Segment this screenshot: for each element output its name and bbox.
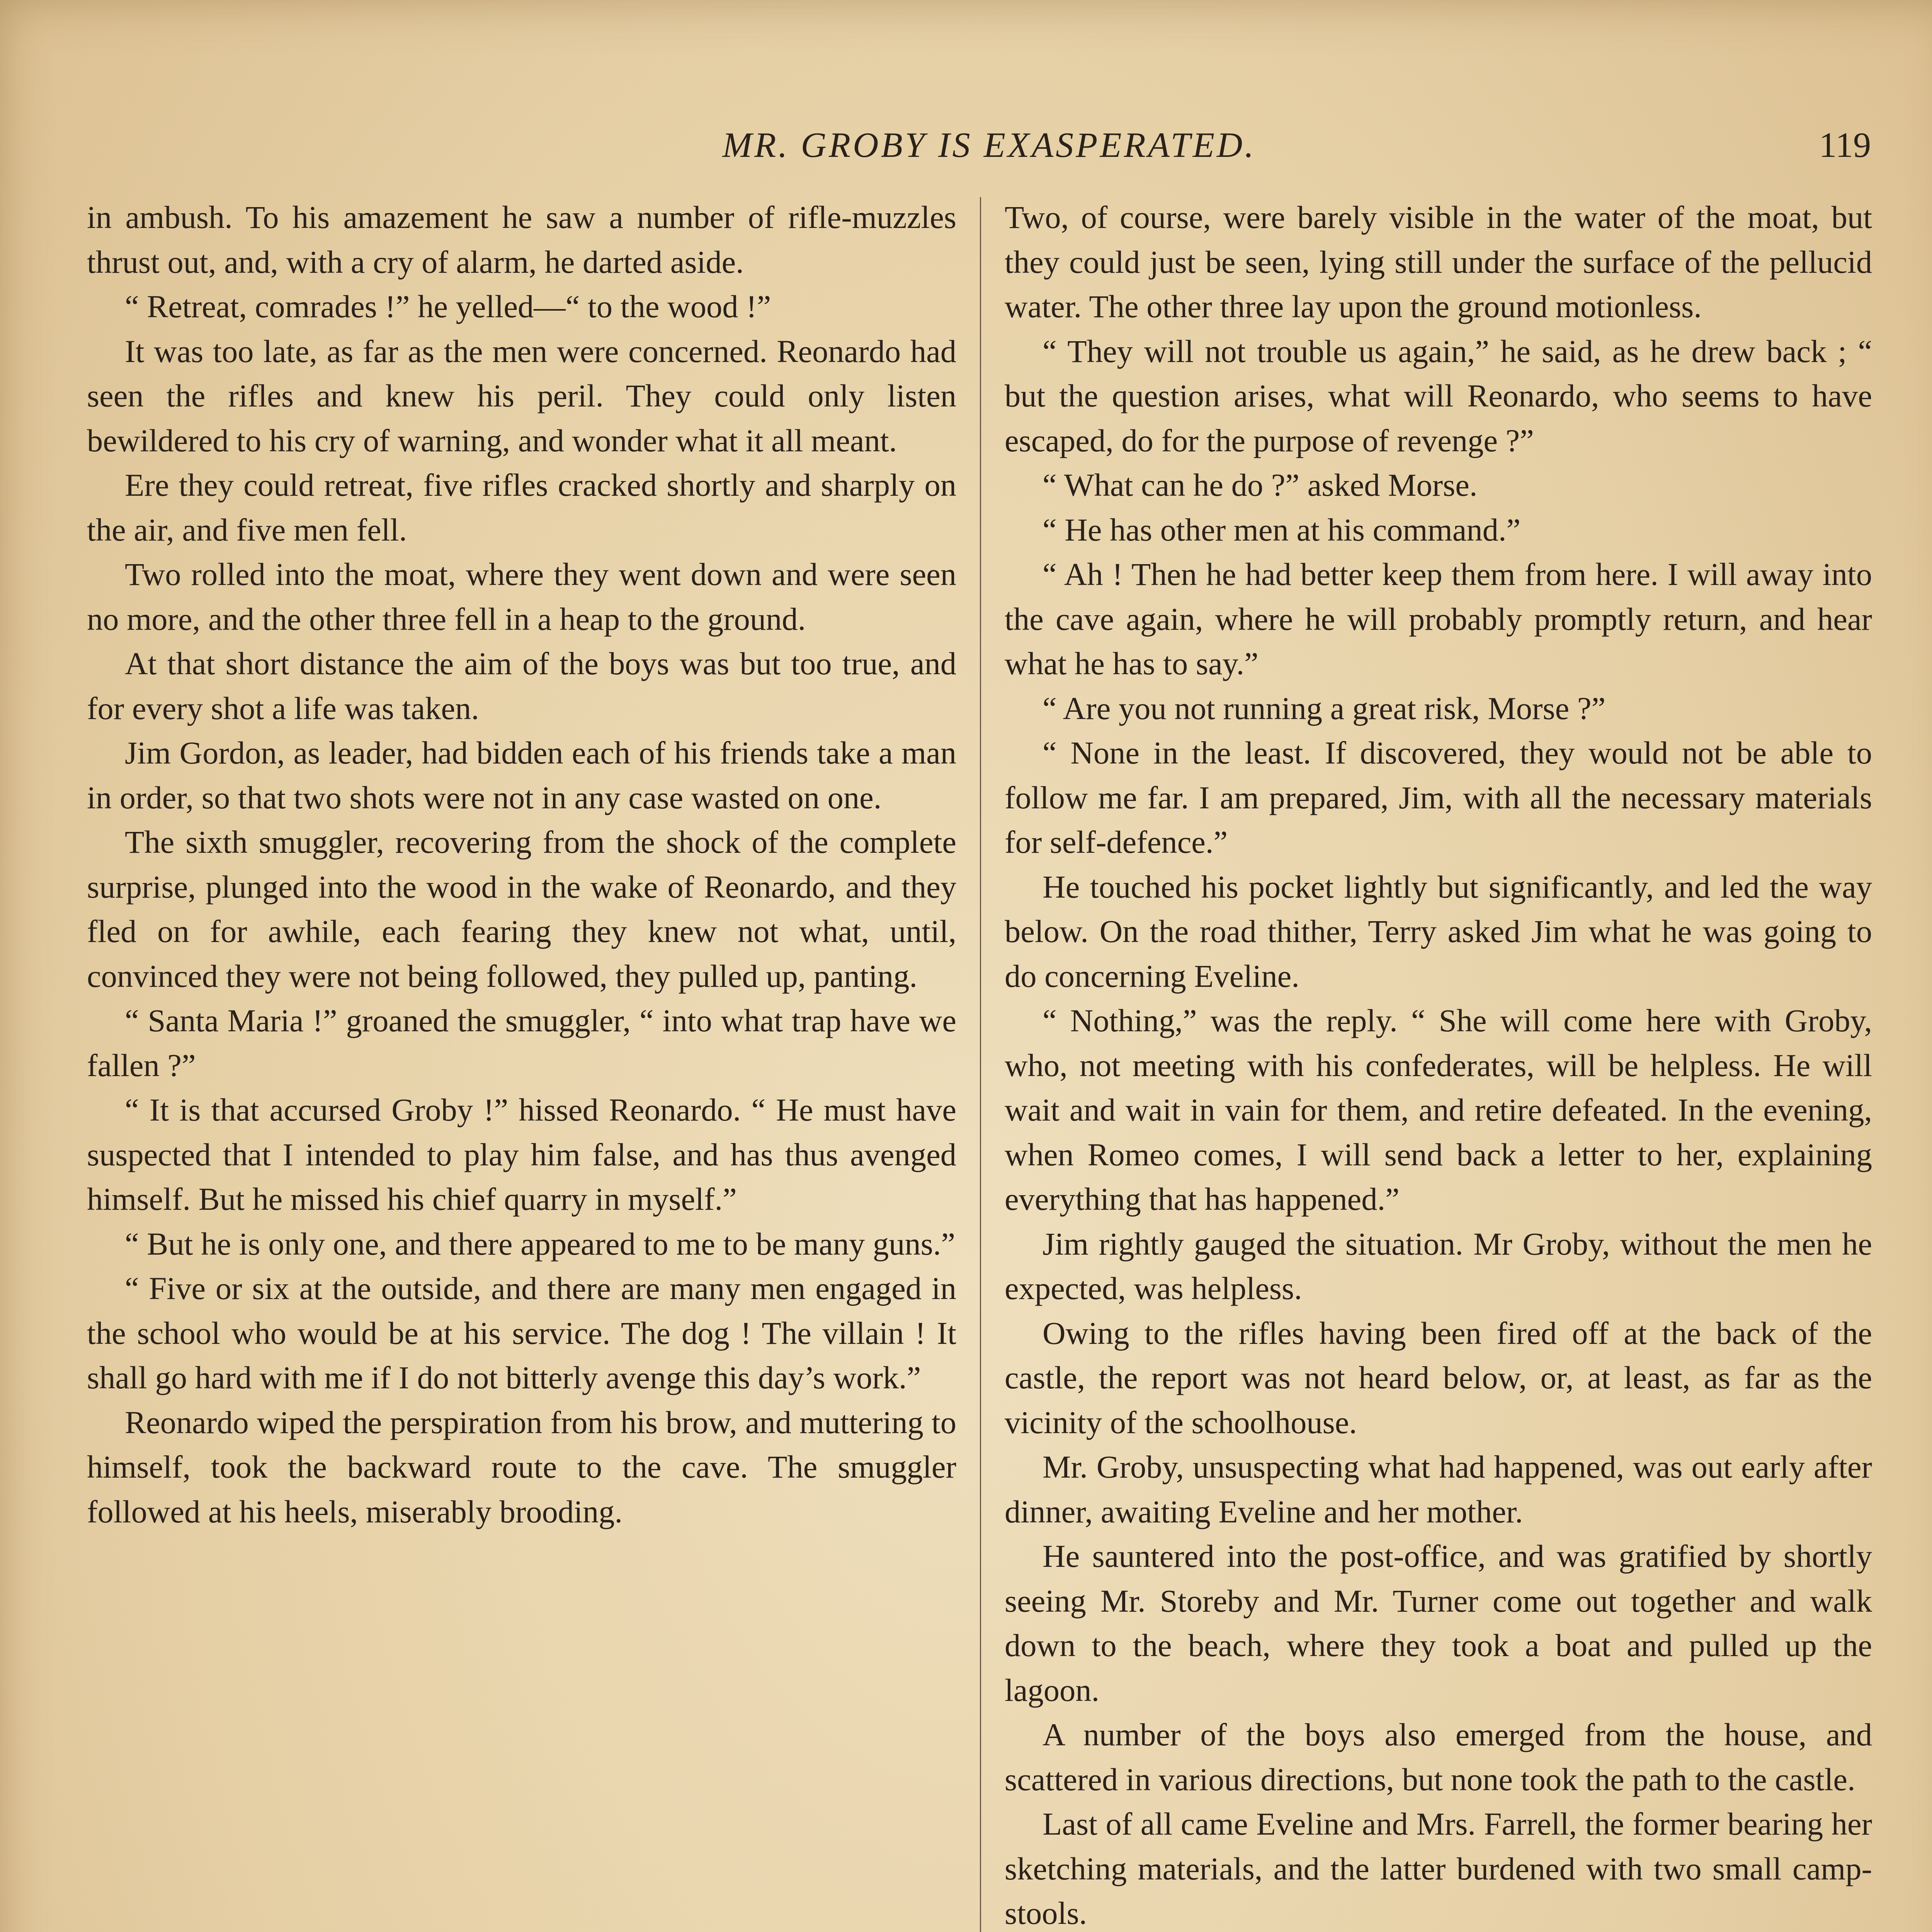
paragraph: Jim Gordon, as leader, had bidden each of his friends take a man in order, so that two shots were not in any case wasted on one. (87, 735, 956, 815)
paragraph: “ None in the least. If discovered, they would not be able to follow me far. I am prepared, Jim, with all the necessary materials for self-defence.” (1005, 735, 1872, 860)
paragraph: “ He has other men at his command.” (1043, 512, 1521, 548)
paragraph: Two, of course, were barely visible in the water of the moat, but they could just be seen, lying still under the surface of the pellucid water. The other three lay upon the ground motionless. (1005, 199, 1872, 324)
paragraph: “ Santa Maria !” groaned the smuggler, “ into what trap have we fallen ?” (87, 1003, 956, 1083)
paragraph: “ They will not trouble us again,” he said, as he drew back ; “ but the question arises, what will Reonardo, who seems to have escaped, do for the purpose of revenge ?” (1005, 333, 1872, 458)
paragraph: Owing to the rifles having been fired off at the back of the castle, the report was not heard below, or, at least, as far as the vicinity of the schoolhouse. (1005, 1315, 1872, 1440)
paragraph: “ It is that accursed Groby !” hissed Reonardo. “ He must have suspected that I intended to play him false, and has thus avenged himself. But he missed his chief quarry in myself.” (87, 1092, 956, 1217)
right-column (1005, 195, 1872, 1932)
column-divider (980, 197, 981, 1932)
paragraph: The sixth smuggler, recovering from the shock of the complete surprise, plunged into the wood in the wake of Reonardo, and they fled on for awhile, each fearing they knew not what, until, convinced they were not being followed, they pulled up, panting. (87, 824, 956, 994)
paragraph: “ Nothing,” was the reply. “ She will come here with Groby, who, not meeting with his confederates, will be helpless. He will wait and wait in vain for them, and retire defeated. In the evening, when Romeo comes, I will send back a letter to her, explaining everything that has happened.” (1005, 1003, 1872, 1217)
paragraph: Reonardo wiped the perspiration from his brow, and muttering to himself, took the backward route to the cave. The smuggler followed at his heels, miserably brooding. (87, 1404, 956, 1529)
paragraph: He touched his pocket lightly but significantly, and led the way below. On the road thither, Terry asked Jim what he was going to do concerning Eveline. (1005, 869, 1872, 994)
paragraph: Last of all came Eveline and Mrs. Farrell, the former bearing her sketching materials, and the latter burdened with two small camp-stools. (1005, 1806, 1872, 1931)
paragraph: “ Retreat, comrades !” he yelled—“ to the wood !” (125, 289, 771, 324)
paragraph: Jim rightly gauged the situation. Mr Groby, without the men he expected, was helpless. (1005, 1226, 1872, 1306)
paragraph: “ Are you not running a great risk, Morse ?” (1043, 690, 1606, 726)
paragraph: “ Ah ! Then he had better keep them from here. I will away into the cave again, where he will probably promptly return, and hear what he has to say.” (1005, 556, 1872, 681)
paragraph: Two rolled into the moat, where they went down and were seen no more, and the other three fell in a heap to the ground. (87, 556, 956, 637)
paragraph: It was too late, as far as the men were concerned. Reonardo had seen the rifles and knew his peril. They could only listen bewildered to his cry of warning, and wonder what it all meant. (87, 333, 956, 458)
running-title: MR. GROBY IS EXASPERATED. (722, 125, 1256, 165)
left-column (87, 195, 956, 1534)
page-number: 119 (1819, 125, 1871, 165)
paragraph: He sauntered into the post-office, and was gratified by shortly seeing Mr. Storeby and Mr. Turner come out together and walk down to the beach, where they took a boat and pulled up the lagoon. (1005, 1538, 1872, 1708)
paragraph: Ere they could retreat, five rifles cracked shortly and sharply on the air, and five men fell. (87, 467, 956, 548)
paragraph: A number of the boys also emerged from the house, and scattered in various directions, but none took the path to the castle. (1005, 1717, 1872, 1797)
paragraph: in ambush. To his amazement he saw a number of rifle-muzzles thrust out, and, with a cry of alarm, he darted aside. (87, 199, 956, 280)
paragraph: “ Five or six at the outside, and there are many men engaged in the school who would be at his service. The dog ! The villain ! It shall go hard with me if I do not bitterly avenge this day’s work.” (87, 1270, 956, 1395)
paragraph: “ What can he do ?” asked Morse. (1043, 467, 1478, 503)
paragraph: Mr. Groby, unsuspecting what had happened, was out early after dinner, awaiting Eveline and her mother. (1005, 1449, 1872, 1529)
running-head (0, 126, 1932, 172)
paragraph: “ But he is only one, and there appeared to me to be many guns.” (125, 1226, 955, 1262)
paragraph: At that short distance the aim of the boys was but too true, and for every shot a life was taken. (87, 646, 956, 726)
